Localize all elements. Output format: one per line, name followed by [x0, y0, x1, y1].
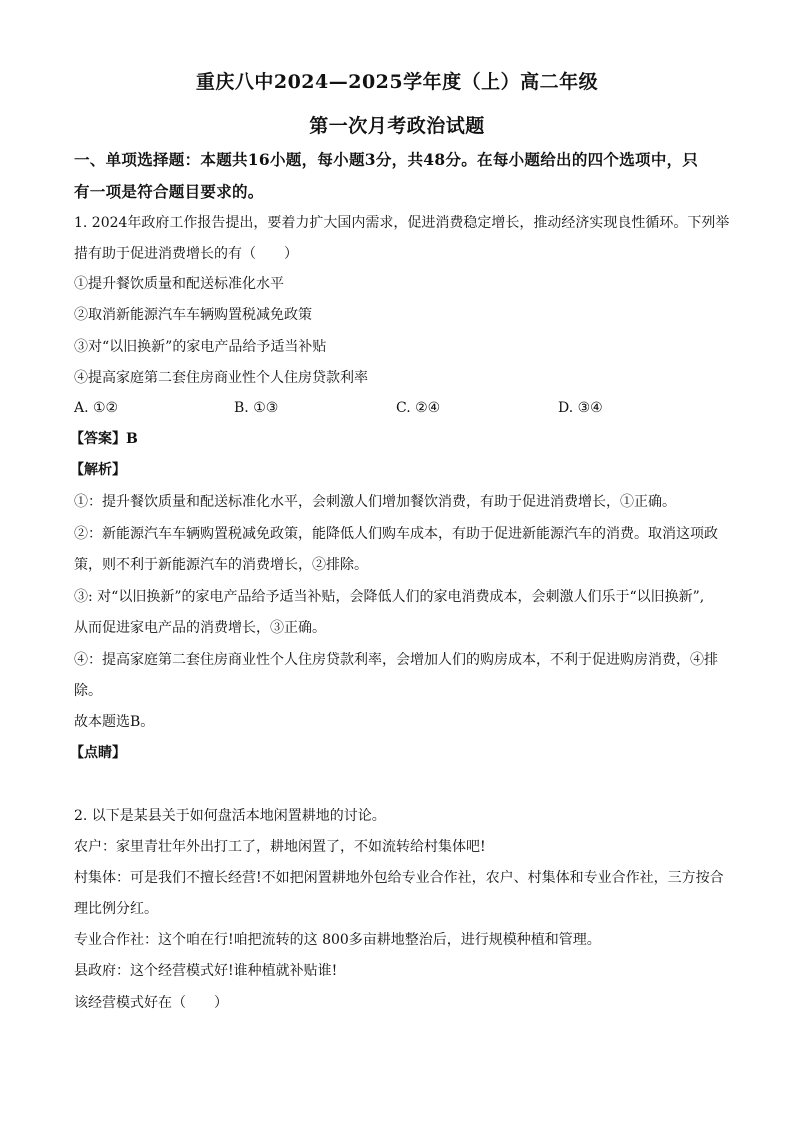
q2-dialogue-line4: 专业合作社：这个咱在行!咱把流转的这 800多亩耕地整治后，进行规模种植和管理。: [74, 932, 601, 948]
q1-answer: 【答案】B: [70, 431, 138, 447]
q1-statement-1: ①提升餐饮质量和配送标准化水平: [74, 276, 284, 292]
q2-stem: 2. 以下是某县关于如何盘活本地闲置耕地的讨论。: [74, 808, 386, 824]
q1-analysis-line8: 故本题选B。: [74, 714, 155, 730]
q1-option-c: C. ②④: [396, 400, 441, 416]
q2-dialogue-line2: 村集体：可是我们不擅长经营!不如把闲置耕地外包给专业合作社，农户、村集体和专业合作社，三方按合: [74, 870, 724, 886]
q2-dialogue-line3: 理比例分红。: [74, 901, 158, 917]
q1-statement-3: ③对“以旧换新”的家电产品给予适当补贴: [74, 339, 327, 355]
q1-stem-line1: 1. 2024年政府工作报告提出，要着力扩大国内需求，促进消费稳定增长，推动经济实现良性循环。下列举: [74, 215, 730, 231]
q1-option-a: A. ①②: [74, 400, 119, 416]
q2-dialogue-line1: 农户：家里青壮年外出打工了，耕地闲置了，不如流转给村集体吧!: [74, 839, 486, 855]
q1-stem-line2: 措有助于促进消费增长的有（ ）: [74, 246, 298, 262]
exam-subtitle: 第一次月考政治试题: [309, 115, 485, 137]
q1-analysis-line7: 除。: [74, 683, 102, 699]
q1-analysis-line3: 策，则不利于新能源汽车的消费增长，②排除。: [74, 557, 368, 573]
q2-dialogue-line6: 该经营模式好在（ ）: [74, 995, 228, 1011]
q1-statement-2: ②取消新能源汽车车辆购置税减免政策: [74, 307, 312, 323]
q1-analysis-line5: 从而促进家电产品的消费增长，③正确。: [74, 620, 326, 636]
q1-analysis-line1: ①：提升餐饮质量和配送标准化水平，会刺激人们增加餐饮消费，有助于促进消费增长，①正确。: [74, 494, 676, 510]
q1-option-d: D. ③④: [558, 400, 603, 416]
q1-analysis-line6: ④：提高家庭第二套住房商业性个人住房贷款利率，会增加人们的购房成本，不利于促进购房消费，④排: [74, 652, 718, 668]
q1-analysis-label: 【解析】: [70, 462, 126, 478]
q1-statement-4: ④提高家庭第二套住房商业性个人住房贷款利率: [74, 370, 368, 386]
q1-comment-label: 【点睛】: [70, 745, 126, 761]
exam-title: 重庆八中2024—2025学年度（上）高二年级: [195, 71, 599, 93]
section-heading-line1: 一、单项选择题：本题共16小题，每小题3分，共48分。在每小题给出的四个选项中，只: [74, 150, 699, 169]
q1-analysis-line4: ③: 对“以旧换新”的家电产品给予适当补贴，会降低人们的家电消费成本，会刺激人们乐于“以旧换新”,: [74, 589, 705, 605]
section-heading-line2: 有一项是符合题目要求的。: [74, 182, 264, 201]
q1-option-b: B. ①③: [234, 400, 279, 416]
q1-analysis-line2: ②：新能源汽车车辆购置税减免政策，能降低人们购车成本，有助于促进新能源汽车的消费。取消这项政: [74, 526, 718, 542]
q2-dialogue-line5: 县政府：这个经营模式好!谁种植就补贴谁!: [74, 963, 338, 979]
